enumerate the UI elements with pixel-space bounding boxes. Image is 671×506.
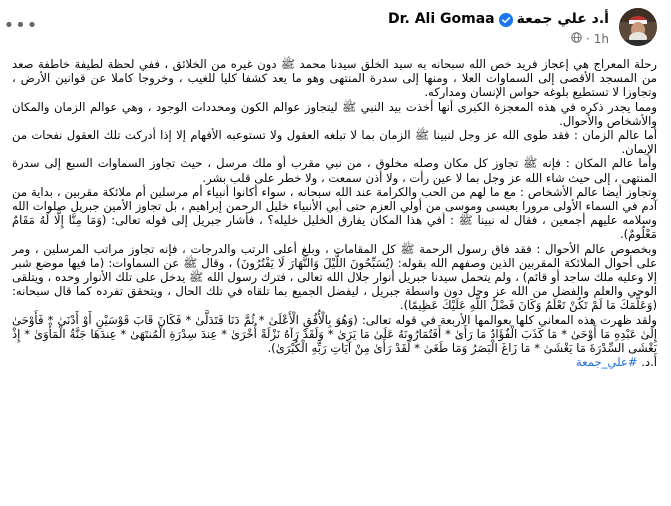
author-name-arabic[interactable]: أ.د علي جمعة — [516, 11, 609, 27]
hashtag-link[interactable]: #علي_جمعة — [575, 355, 638, 370]
more-options-icon: ••• — [3, 14, 39, 36]
post-meta — [571, 32, 609, 46]
more-options-button[interactable] — [3, 12, 39, 38]
verified-badge-icon — [499, 12, 513, 26]
post-body — [12, 57, 657, 369]
post-header — [0, 8, 671, 52]
post-paragraph: رحلة المعراج هي إعجاز فريد خص الله سبحانه به سيد الخلق سيدنا محمد ﷺ دون غيره من الخلائق ، ففي لحظة لطيفة خاطفة صعد من المسجد الأقصى إلى السماوات العلا ، ومنها إلى سدرة المنتهى وهو ما يعد كشفا كليا للغيب ، وخروجا كاملا عن قوانين الأرض ، وتجاوزا لا تستطيع بلوغه حواس الإنسان ومداركه. — [12, 57, 657, 100]
post-paragraph: ومما يجدر ذكره في هذه المعجزة الكبرى أنها أخذت بيد النبي ﷺ ليتجاوز عوالم الكون ومحددات الوجود ، وهي عوالم الزمان والمكان والأشخاص والأحوال. — [12, 99, 657, 128]
avatar[interactable] — [619, 8, 657, 46]
author-line — [388, 11, 609, 27]
post-paragraph: وتجاوز أيضا عالم الأشخاص : مع ما لهم من الحب والكرامة عند الله سبحانه ، سواء أكانوا أنبياء أم مرسلين أم ملائكة مقربين ، بداية من آدم في السماء الأولى مرورا بعيسى وموسى من أولي العزم حتى أبي الأنبياء خليل الرحمن إبراهيم ، بل تجاوز الأمين جبريل صلوات الله وسلامه عليهم أجمعين ، فقال له نبينا ﷺ : أفي هذا المكان يفارق الخليل خليله؟ ، فأشار جبريل إلى قوله تعالى: (وَمَا مِنَّا إِلَّا لَهُ مَقَامٌ مَعْلُومٌ). — [12, 184, 657, 242]
meta-separator: · — [585, 32, 590, 46]
post-paragraph: أما عالم الزمان : فقد طوى الله عز وجل لنبينا ﷺ الزمان بما لا تبلغه العقول ولا تستوعبه الأفهام إلا إذا أدركت تلك العقول نفحات من الإيمان. — [12, 128, 657, 157]
globe-icon[interactable] — [571, 32, 582, 46]
post-paragraph: ولقد ظهرت هذه المعاني كلها بعوالمها الأربعة في قوله تعالى: (وَهُوَ بِالْأُفُقِ الْأَعْلَىٰ * ثُمَّ دَنَا فَتَدَلَّىٰ * فَكَانَ قَابَ قَوْسَيْنِ أَوْ أَدْنَىٰ * فَأَوْحَىٰ إِلَىٰ عَبْدِهِ مَا أَوْحَىٰ * مَا كَذَبَ الْفُؤَادُ مَا رَأَىٰ * أَفَتُمَارُونَهُ عَلَىٰ مَا يَرَىٰ * وَلَقَدْ رَآهُ نَزْلَةً أُخْرَىٰ * عِندَ سِدْرَةِ الْمُنتَهَىٰ * عِندَهَا جَنَّةُ الْمَأْوَىٰ * إِذْ يَغْشَى السِّدْرَةَ مَا يَغْشَىٰ * مَا زَاغَ الْبَصَرُ وَمَا طَغَىٰ * لَقَدْ رَأَىٰ مِنْ آيَاتِ رَبِّهِ الْكُبْرَىٰ). — [12, 312, 657, 356]
post-time[interactable]: 1h — [593, 32, 609, 46]
post-signature — [12, 355, 657, 369]
post-paragraph: وبخصوص عالم الأحوال : فقد فاق رسول الرحمة ﷺ كل المقامات ، وبلغ أعلى الرتب والدرجات ، فإنه تجاوز مراتب المرسلين ، ومر على أحوال الملائكة المقربين الذين وصفهم الله بقوله: (يُسَبِّحُونَ اللَّيْلَ وَالنَّهَارَ لَا يَفْتُرُونَ) ، وقال ﷺ عن السماوات: (ما فيها موضع شبر إلا وعليه ملك ساجد أو قائم) ، ولم يتحمل سيدنا جبريل أنوار جلال الله تعالى ، فترك رسول الله ﷺ يدخل على تلك الأنوار وحده ، ويتلقى الوحي والعلم والفضل من الله عز وجل دون واسطة جبريل ، ليفضل الجميع بما تلقاه في تلك الحال ، ويتحقق تفرده كما قال سبحانه: (وَعَلَّمَكَ مَا لَمْ تَكُنْ تَعْلَمُ وَكَانَ فَضْلُ اللَّهِ عَلَيْكَ عَظِيمًا). — [12, 241, 657, 313]
signature-prefix: أ.د. — [637, 355, 657, 370]
author-name-english[interactable]: Dr. Ali Gomaa — [388, 11, 495, 27]
avatar-portrait-icon — [619, 8, 657, 46]
post-paragraph: وأما عالم المكان : فإنه ﷺ تجاوز كل مكان وصله مخلوق ، من نبي مقرب أو ملك مرسل ، حيث تجاوز السماوات السبع إلى سدرة المنتهى ، إلى حيث شاء الله عز وجل بما لا عين رأت ، ولا أذن سمعت ، ولا خطر على قلب بشر. — [12, 156, 657, 185]
